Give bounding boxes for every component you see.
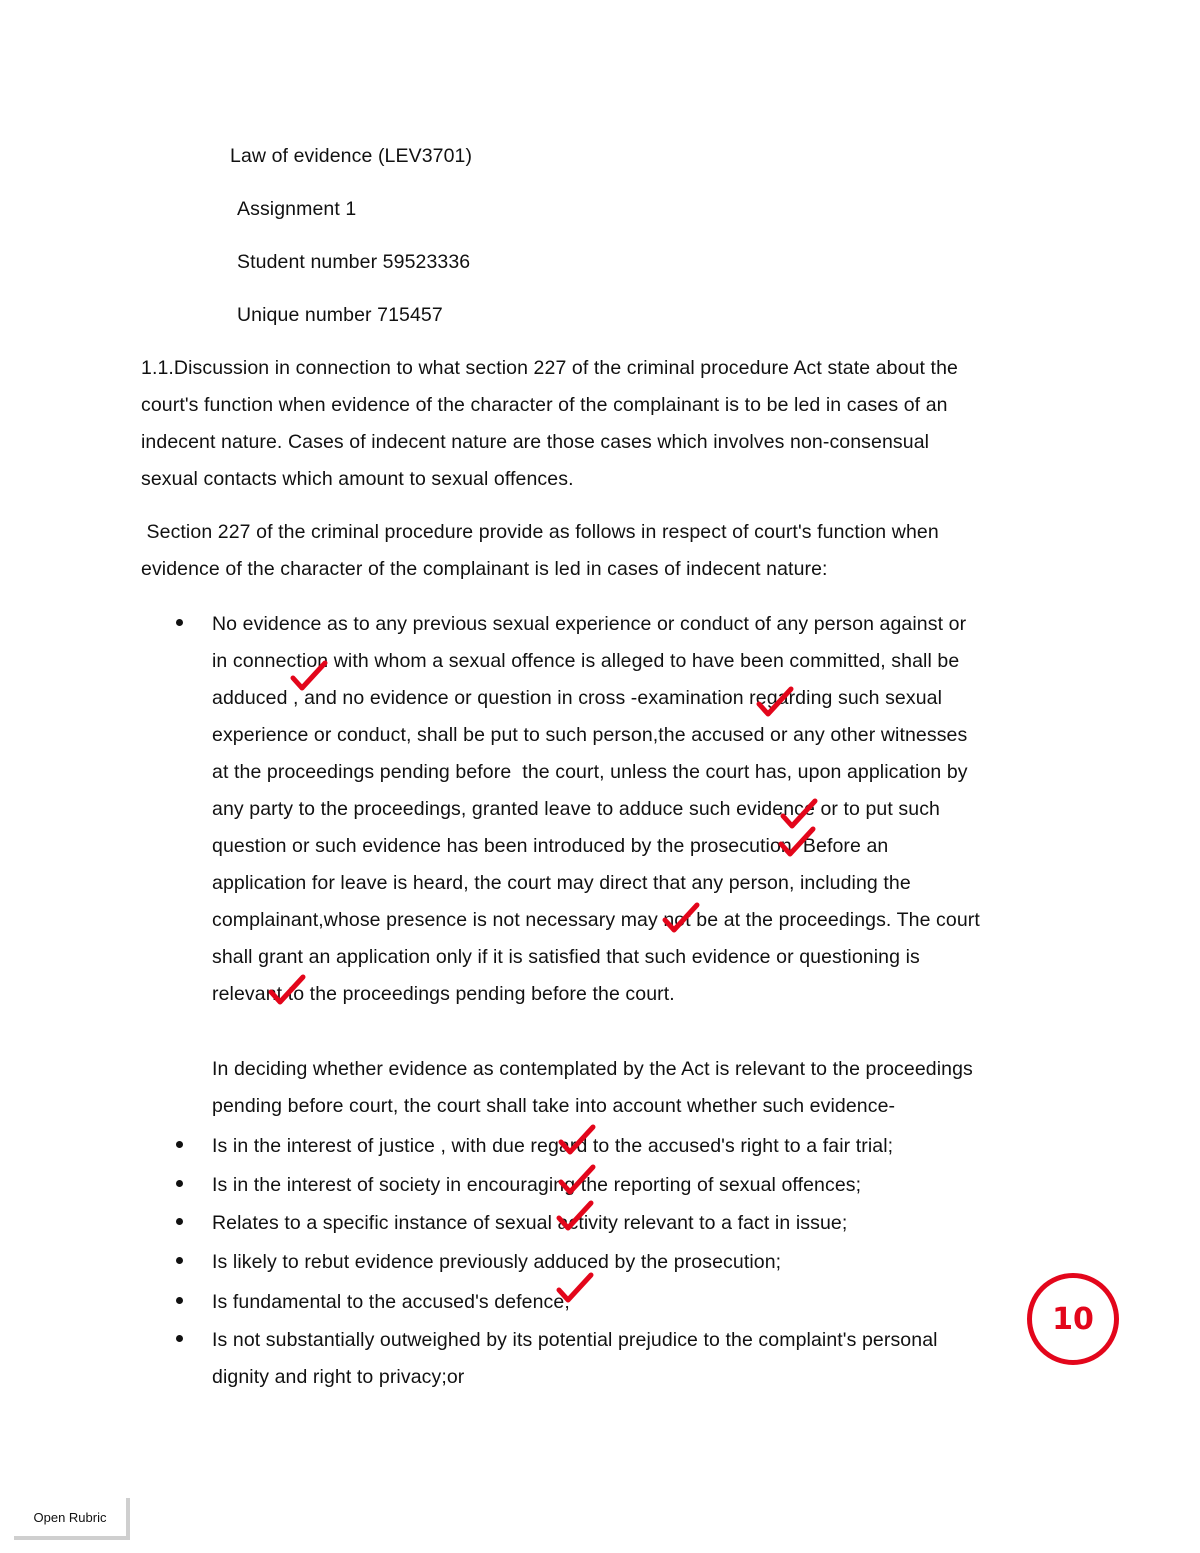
score-circle: 10 — [1027, 1273, 1119, 1365]
unique-number: Unique number 715457 — [237, 304, 443, 326]
criteria-item: Is not substantially outweighed by its potential prejudice to the complaint's personal — [212, 1329, 938, 1351]
bullet-dot — [176, 1257, 183, 1264]
course-title: Law of evidence (LEV3701) — [230, 145, 473, 167]
bullet-main-line: relevant to the proceedings pending before the court. — [212, 983, 675, 1005]
checkmark-icon — [558, 1124, 596, 1156]
bullet-main-line: No evidence as to any previous sexual experience or conduct of any person against or — [212, 613, 967, 635]
criteria-item: Is fundamental to the accused's defence; — [212, 1291, 570, 1313]
checkmark-icon — [268, 974, 306, 1006]
bullet-main-line: adduced , and no evidence or question in cross -examination regarding such sexual — [212, 687, 943, 709]
criteria-item: Relates to a specific instance of sexual activity relevant to a fact in issue; — [212, 1212, 848, 1234]
bullet-dot — [176, 1180, 183, 1187]
deciding-line: pending before court, the court shall take into account whether such evidence- — [212, 1095, 896, 1117]
checkmark-icon — [778, 826, 816, 858]
bullet-main-line: at the proceedings pending before the court, unless the court has, upon application by — [212, 761, 968, 783]
criteria-item: Is in the interest of society in encouraging the reporting of sexual offences; — [212, 1174, 862, 1196]
open-rubric-button[interactable]: Open Rubric — [14, 1498, 130, 1540]
criteria-item: Is in the interest of justice , with due regard to the accused's right to a fair trial; — [212, 1135, 894, 1157]
section-line: evidence of the character of the complainant is led in cases of indecent nature: — [141, 558, 828, 580]
checkmark-icon — [556, 1200, 594, 1232]
checkmark-icon — [558, 1164, 596, 1196]
intro-line: 1.1.Discussion in connection to what section 227 of the criminal procedure Act state about the — [141, 357, 958, 379]
checkmark-icon — [662, 902, 700, 934]
intro-line: sexual contacts which amount to sexual offences. — [141, 468, 574, 490]
intro-line: court's function when evidence of the character of the complainant is to be led in cases of an — [141, 394, 948, 416]
checkmark-icon — [290, 660, 328, 692]
bullet-main-line: experience or conduct, shall be put to such person,the accused or any other witnesses — [212, 724, 968, 746]
bullet-dot — [176, 1297, 183, 1304]
bullet-main-line: shall grant an application only if it is satisfied that such evidence or questioning is — [212, 946, 920, 968]
bullet-main-line: in connection with whom a sexual offence is alleged to have been committed, shall be — [212, 650, 960, 672]
checkmark-icon — [556, 1272, 594, 1304]
checkmark-icon — [756, 686, 794, 718]
bullet-dot — [176, 619, 183, 626]
intro-line: indecent nature. Cases of indecent nature are those cases which involves non-consensual — [141, 431, 930, 453]
section-line: Section 227 of the criminal procedure provide as follows in respect of court's function when — [141, 521, 939, 543]
bullet-main-line: application for leave is heard, the court may direct that any person, including the — [212, 872, 911, 894]
assignment-title: Assignment 1 — [237, 198, 357, 220]
bullet-dot — [176, 1218, 183, 1225]
bullet-main-line: any party to the proceedings, granted leave to adduce such evidence or to put such — [212, 798, 941, 820]
bullet-main-line: question or such evidence has been introduced by the prosecution. Before an — [212, 835, 889, 857]
bullet-main-line: complainant,whose presence is not necessary may not be at the proceedings. The court — [212, 909, 980, 931]
bullet-dot — [176, 1141, 183, 1148]
deciding-line: In deciding whether evidence as contemplated by the Act is relevant to the proceedings — [212, 1058, 973, 1080]
criteria-item-continuation: dignity and right to privacy;or — [212, 1366, 465, 1388]
criteria-item: Is likely to rebut evidence previously adduced by the prosecution; — [212, 1251, 782, 1273]
student-number: Student number 59523336 — [237, 251, 471, 273]
bullet-dot — [176, 1335, 183, 1342]
